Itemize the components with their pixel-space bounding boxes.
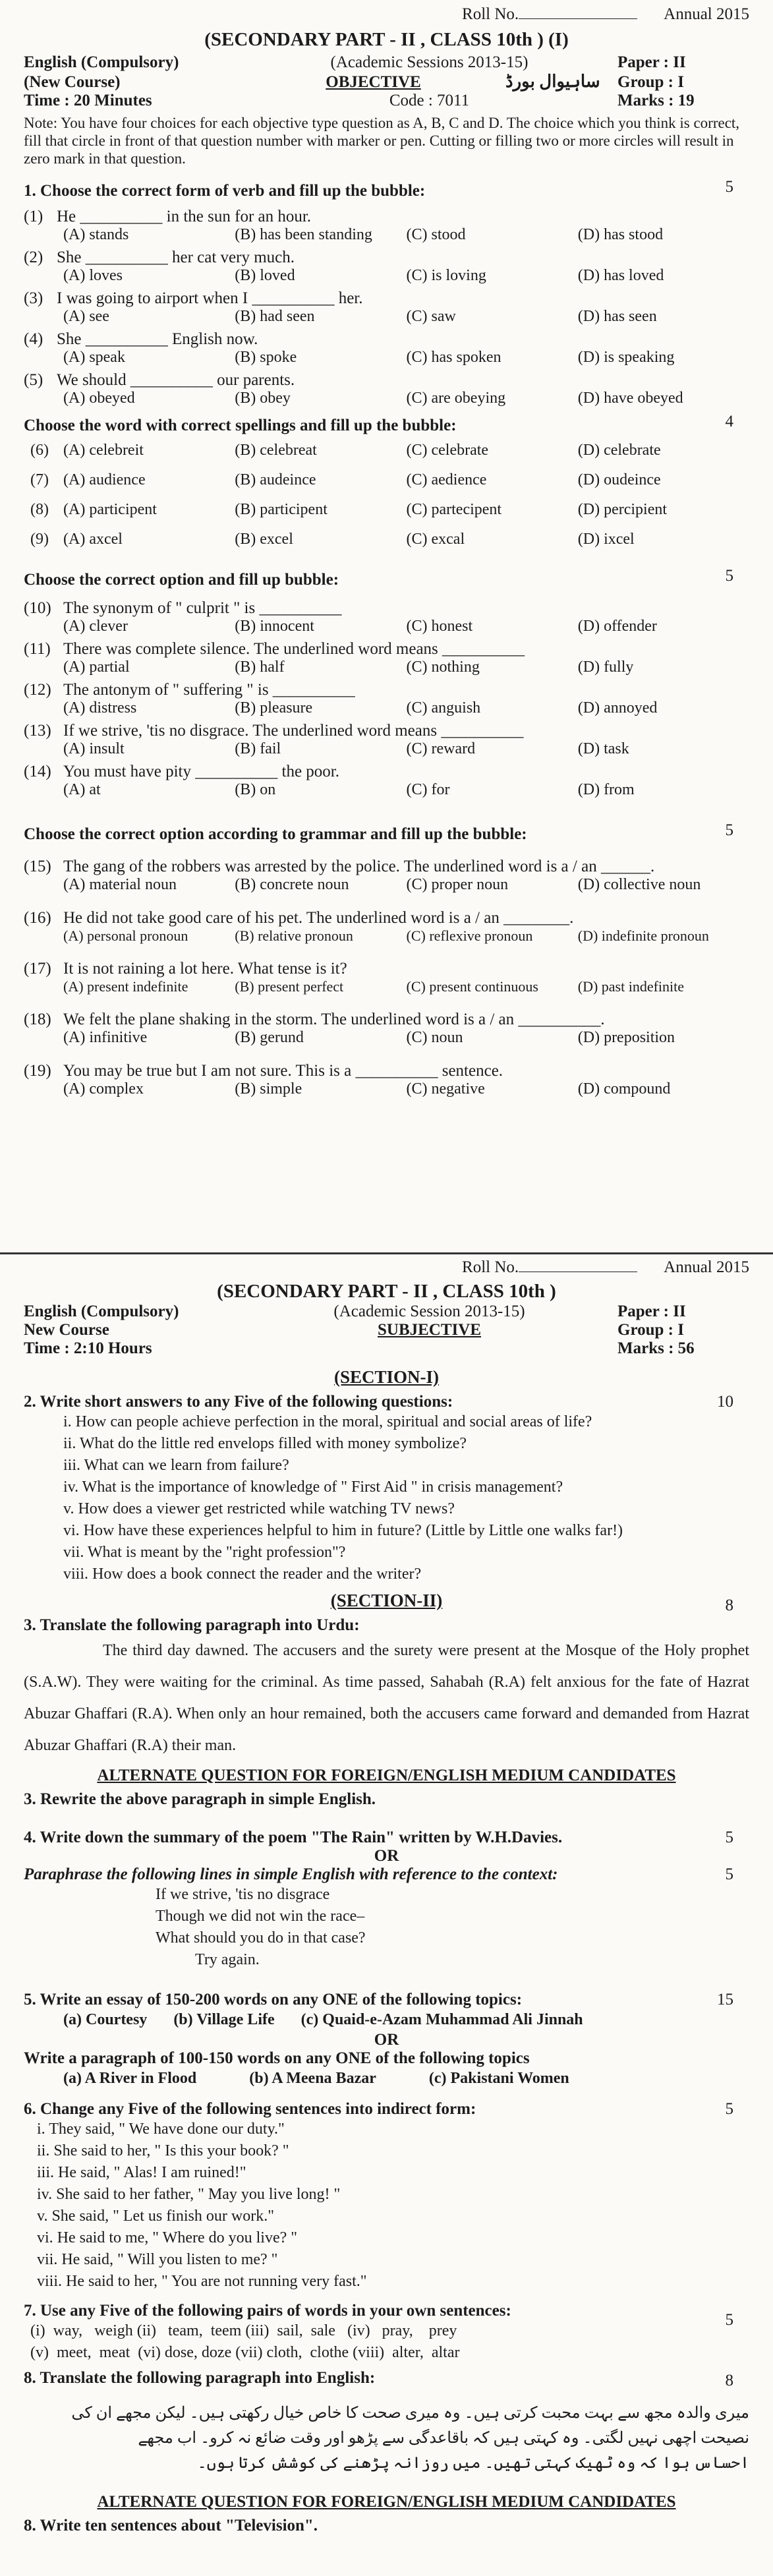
list-item: vi. How have these experiences helpful to him in future? (Little by Little one walks far!) (63, 1522, 623, 1539)
list-item: viii. He said to her, " You are not running very fast." (37, 2273, 367, 2290)
word-pairs: (i) way, weigh (ii) team, teem (iii) sail, sale (iv) pray, prey (30, 2322, 457, 2339)
topic: (a) A River in Flood (63, 2070, 197, 2087)
q-text: We should __________ our parents. (57, 371, 295, 389)
roll-no-label: Roll No. (462, 5, 519, 23)
options-row (24, 442, 749, 459)
option-b[interactable]: (B) fail (235, 740, 281, 757)
option-d[interactable]: (D) preposition (577, 1029, 675, 1046)
list-item: vii. He said, " Will you listen to me? " (37, 2251, 278, 2268)
option-c[interactable]: (C) reflexive pronoun (406, 927, 533, 944)
option-d[interactable]: (D) is speaking (577, 349, 675, 366)
option-b[interactable]: (B) participent (235, 501, 328, 518)
poem-line: If we strive, 'tis no disgrace (156, 1886, 330, 1903)
section-kind: SUBJECTIVE (378, 1321, 481, 1339)
topic: (a) Courtesy (63, 2011, 148, 2028)
option-c[interactable]: (C) reward (406, 740, 476, 757)
q-num: (1) (24, 208, 43, 225)
q-num: (2) (24, 249, 43, 266)
question-4 (24, 1829, 749, 1971)
course-label: (New Course) (24, 73, 121, 91)
urdu-paragraph-line: میری والدہ مجھ سے بہت محبت کرتی ہیں۔ وہ میری صحت کا خاص خیال رکھتی ہیں۔ لیکن مجھے ان کی (71, 2405, 749, 2422)
option-b[interactable]: (B) present perfect (235, 978, 344, 995)
list-item: i. They said, " We have done our duty." (37, 2121, 285, 2138)
option-d[interactable]: (D) task (577, 740, 629, 757)
instructions-note: Note: You have four choices for each objective type question as A, B, C and D. The choice which you think is correct, fill that circle in front of that question number with marker or pen. Cutting or filling two or more circles will result in zero mark in that question. (24, 115, 740, 167)
question-marks: 5 (725, 1829, 733, 1846)
list-item: vii. What is meant by the "right profession"? (63, 1544, 346, 1561)
option-d[interactable]: (D) annoyed (577, 699, 658, 717)
question-heading: 6. Change any Five of the following sentences into indirect form: (24, 2100, 476, 2118)
question-5 (24, 1991, 749, 2090)
q-num: (8) (30, 501, 49, 518)
option-d[interactable]: (D) from (577, 781, 635, 798)
q-text: You must have pity __________ the poor. (63, 763, 339, 780)
translation-paragraph: The third day dawned. The accusers and the surety were present at the Mosque of the Holy prophet (S.A.W). They were waiting for the criminal. As time passed, Sahabah (R.A) felt anxious for the fate of Hazrat Abuzar Ghaffari (R.A). When only an hour remained, both the accusers came forward and demanded from Hazrat Abuzar Ghaffari (R.A) their man. (24, 1642, 749, 1754)
topic: (c) Pakistani Women (428, 2070, 569, 2087)
option-b[interactable]: (B) loved (235, 267, 295, 284)
option-b[interactable]: (B) innocent (235, 618, 314, 635)
option-b[interactable]: (B) on (235, 781, 276, 798)
question-heading: 5. Write an essay of 150-200 words on any ONE of the following topics: (24, 1991, 523, 2008)
paper-title: (SECONDARY PART - II , CLASS 10th ) (217, 1281, 556, 1302)
options-row (24, 531, 749, 548)
q-num: (12) (24, 681, 51, 699)
q-num: (17) (24, 960, 51, 978)
question-marks: 15 (717, 1991, 733, 2008)
topic: (c) Quaid-e-Azam Muhammad Ali Jinnah (301, 2011, 583, 2028)
q-text: The synonym of " culprit " is __________ (63, 599, 342, 617)
option-b[interactable]: (B) excel (235, 531, 293, 548)
q-num: (7) (30, 471, 49, 488)
option-a[interactable]: (A) material noun (63, 876, 177, 893)
option-a[interactable]: (A) stands (63, 226, 129, 243)
q-num: (6) (30, 442, 49, 459)
q-num: (13) (24, 722, 51, 740)
section-marks: 4 (725, 413, 733, 430)
question-marks: 8 (725, 1596, 733, 1614)
option-a[interactable]: (A) loves (63, 267, 123, 284)
option-b[interactable]: (B) has been standing (235, 226, 372, 243)
option-a[interactable]: (A) at (63, 781, 101, 798)
option-d[interactable]: (D) has seen (577, 308, 657, 325)
option-c[interactable]: (C) present continuous (406, 978, 538, 995)
q-num: (5) (24, 371, 43, 389)
word-pairs: (v) meet, meat (vi) dose, doze (vii) cloth, clothe (viii) alter, altar (30, 2344, 460, 2361)
option-b[interactable]: (B) concrete noun (235, 876, 349, 893)
or-separator: OR (374, 2031, 399, 2049)
option-a[interactable]: (A) participent (63, 501, 157, 518)
subjective-paper (0, 1252, 773, 2576)
option-b[interactable]: (B) spoke (235, 349, 297, 366)
paper-title: (SECONDARY PART - II , CLASS 10th ) (I) (204, 29, 569, 50)
option-b[interactable]: (B) obey (235, 390, 291, 407)
options-row (24, 471, 749, 489)
section-marks: 5 (725, 821, 733, 839)
subject-label: English (Compulsory) (24, 1303, 179, 1320)
marks-label: Marks : 56 (617, 1339, 695, 1357)
option-c[interactable]: (C) is loving (406, 267, 486, 284)
section-grammar (24, 821, 749, 1098)
q-text: She __________ her cat very much. (57, 249, 295, 266)
question-7 (24, 2302, 749, 2364)
option-b[interactable]: (B) gerund (235, 1029, 304, 1046)
list-item: iv. She said to her father, " May you live long! " (37, 2186, 341, 2203)
options-row (24, 349, 749, 366)
question-6 (24, 2100, 749, 2293)
option-d[interactable]: (D) collective noun (577, 876, 701, 893)
time-label: Time : 2:10 Hours (24, 1339, 152, 1357)
option-a[interactable]: (A) see (63, 308, 109, 325)
section-two-heading: (SECTION-II) (330, 1591, 443, 1610)
options-row (24, 226, 749, 244)
urdu-paragraph-line: احساس ہوا کہ وہ ٹھیک کہتی تھیں۔ میں روزانہ پڑھنے کی کوشش کرتا ہوں۔ (197, 2455, 749, 2472)
q-text: You may be true but I am not sure. This is a __________ sentence. (63, 1062, 503, 1080)
option-b[interactable]: (B) had seen (235, 308, 315, 325)
q-num: (4) (24, 330, 43, 348)
option-d[interactable]: (D) fully (577, 659, 634, 676)
options-row (24, 781, 749, 799)
option-a[interactable]: (A) insult (63, 740, 125, 757)
q-text: We felt the plane shaking in the storm. The underlined word is a / an __________. (63, 1010, 605, 1028)
paper-number: Paper : II (617, 1303, 686, 1320)
section-heading: Choose the correct option and fill up bubble: (24, 571, 339, 589)
option-d[interactable]: (D) have obeyed (577, 390, 683, 407)
time-label: Time : 20 Minutes (24, 92, 152, 109)
option-d[interactable]: (D) compound (577, 1080, 671, 1098)
q-num: (18) (24, 1010, 51, 1028)
option-a[interactable]: (A) personal pronoun (63, 927, 188, 944)
question-heading: Write a paragraph of 100-150 words on any ONE of the following topics (24, 2049, 530, 2067)
option-a[interactable]: (A) axcel (63, 531, 123, 548)
option-a[interactable]: (A) speak (63, 349, 125, 366)
option-d[interactable]: (D) has stood (577, 226, 664, 243)
roll-no-blank (519, 18, 637, 19)
option-a[interactable]: (A) partial (63, 659, 130, 676)
question-heading: Paraphrase the following lines in simple English with reference to the context: (24, 1865, 558, 1883)
session-year: Annual 2015 (664, 5, 749, 23)
alternate-question-heading: ALTERNATE QUESTION FOR FOREIGN/ENGLISH MEDIUM CANDIDATES (97, 2493, 676, 2511)
group-label: Group : I (617, 1321, 684, 1339)
q-text: He __________ in the sun for an hour. (57, 208, 312, 225)
session-year: Annual 2015 (664, 1258, 749, 1276)
poem-line: Try again. (195, 1951, 260, 1968)
section-marks: 5 (725, 567, 733, 585)
list-item: ii. She said to her, " Is this your book? " (37, 2142, 289, 2159)
question-heading: 3. Translate the following paragraph into Urdu: (24, 1616, 360, 1634)
course-label: New Course (24, 1321, 109, 1339)
question-marks: 5 (725, 2100, 733, 2118)
section-one-heading: (SECTION-I) (333, 1367, 440, 1387)
list-item: vi. He said to me, " Where do you live? " (37, 2229, 298, 2246)
question-heading: 7. Use any Five of the following pairs of words in your own sentences: (24, 2302, 511, 2320)
academic-session: (Academic Sessions 2013-15) (330, 53, 529, 71)
q-text: There was complete silence. The underlined word means __________ (63, 640, 525, 658)
option-c[interactable]: (C) negative (406, 1080, 485, 1098)
option-b[interactable]: (B) audeince (235, 471, 316, 488)
option-d[interactable]: (D) celebrate (577, 442, 661, 459)
question-marks: 5 (725, 1865, 733, 1883)
subject-label: English (Compulsory) (24, 53, 179, 71)
option-c[interactable]: (C) noun (406, 1029, 463, 1046)
alternate-question-8: 8. Write ten sentences about "Television". (24, 2517, 318, 2534)
options-row (24, 927, 749, 945)
section-spellings (24, 413, 749, 548)
section-marks: 5 (725, 178, 733, 196)
roll-no-label: Roll No. (462, 1258, 519, 1276)
q-num: (16) (24, 909, 51, 927)
list-item: i. How can people achieve perfection in the moral, spiritual and social areas of life? (63, 1413, 592, 1430)
q-num: (9) (30, 531, 49, 548)
objective-paper (0, 0, 773, 1252)
option-d[interactable]: (D) past indefinite (577, 978, 685, 995)
question-2 (24, 1393, 749, 1585)
q-text: The antonym of " suffering " is __________ (63, 681, 355, 699)
list-item: v. She said, " Let us finish our work." (37, 2208, 274, 2225)
options-row (24, 390, 749, 407)
q-text: If we strive, 'tis no disgrace. The underlined word means __________ (63, 722, 524, 740)
section-verbs (24, 178, 749, 407)
option-c[interactable]: (C) aedience (406, 471, 487, 488)
q-num: (11) (24, 640, 51, 658)
urdu-paragraph-line: نصیحت اچھی نہیں لگتی۔ وہ کہتی ہیں کہ باقاعدگی سے پڑھو اور وقت ضائع نہ کرو۔ اب مجھے (138, 2430, 749, 2447)
poem-line: What should you do in that case? (156, 1929, 366, 1947)
q-num: (15) (24, 858, 51, 875)
list-item: iii. He said, " Alas! I am ruined!" (37, 2164, 246, 2181)
options-row (24, 740, 749, 758)
option-c[interactable]: (C) honest (406, 618, 473, 635)
q-num: (10) (24, 599, 51, 617)
alternate-question-3: 3. Rewrite the above paragraph in simple English. (24, 1790, 376, 1808)
poem-line: Though we did not win the race– (156, 1908, 365, 1925)
q-text: He did not take good care of his pet. The underlined word is a / an ________. (63, 909, 574, 927)
option-a[interactable]: (A) audience (63, 471, 146, 488)
question-heading: 8. Translate the following paragraph into English: (24, 2369, 376, 2387)
option-d[interactable]: (D) offender (577, 618, 657, 635)
q-text: I was going to airport when I __________ her. (57, 289, 363, 307)
options-row (24, 1080, 749, 1098)
alternate-question-heading: ALTERNATE QUESTION FOR FOREIGN/ENGLISH MEDIUM CANDIDATES (97, 1767, 676, 1784)
option-b[interactable]: (B) pleasure (235, 699, 313, 717)
options-row (24, 659, 749, 676)
list-item: ii. What do the little red envelops filled with money symbolize? (63, 1435, 467, 1452)
options-row (24, 876, 749, 894)
option-c[interactable]: (C) partecipent (406, 501, 502, 518)
option-d[interactable]: (D) ixcel (577, 531, 635, 548)
topic: (b) Village Life (173, 2011, 275, 2028)
paper-code: Code : 7011 (389, 92, 470, 109)
option-a[interactable]: (A) infinitive (63, 1029, 148, 1046)
option-b[interactable]: (B) simple (235, 1080, 302, 1098)
option-d[interactable]: (D) oudeince (577, 471, 661, 488)
academic-session: (Academic Session 2013-15) (333, 1303, 525, 1320)
option-c[interactable]: (C) for (406, 781, 450, 798)
option-a[interactable]: (A) celebreit (63, 442, 144, 459)
section-heading: Choose the word with correct spellings and fill up the bubble: (24, 417, 457, 434)
q-text: The gang of the robbers was arrested by the police. The underlined word is a / an ______. (63, 858, 655, 875)
question-marks: 10 (717, 1393, 733, 1411)
option-c[interactable]: (C) saw (406, 308, 456, 325)
option-d[interactable]: (D) percipient (577, 501, 668, 518)
option-b[interactable]: (B) celebreat (235, 442, 317, 459)
option-d[interactable]: (D) has loved (577, 267, 664, 284)
q-num: (19) (24, 1062, 51, 1080)
question-heading: 2. Write short answers to any Five of the following questions: (24, 1393, 453, 1411)
group-label: Group : I (617, 73, 684, 91)
question-marks: 8 (725, 2372, 733, 2389)
option-c[interactable]: (C) anguish (406, 699, 481, 717)
option-c[interactable]: (C) excal (406, 531, 465, 548)
option-b[interactable]: (B) half (235, 659, 285, 676)
question-heading: 4. Write down the summary of the poem "The Rain" written by W.H.Davies. (24, 1829, 563, 1846)
question-list (24, 207, 749, 407)
option-a[interactable]: (A) clever (63, 618, 128, 635)
q-num: (14) (24, 763, 51, 780)
board-stamp: ساہیوال بورڈ (505, 72, 600, 91)
list-item: iii. What can we learn from failure? (63, 1457, 289, 1474)
options-row (24, 699, 749, 717)
paper-number: Paper : II (617, 53, 686, 71)
topic: (b) A Meena Bazar (249, 2070, 376, 2087)
options-row (24, 308, 749, 326)
option-c[interactable]: (C) proper noun (406, 876, 509, 893)
section-heading: 1. Choose the correct form of verb and fill up the bubble: (24, 182, 426, 200)
q-text: She __________ English now. (57, 330, 258, 348)
option-c[interactable]: (C) celebrate (406, 442, 489, 459)
option-c[interactable]: (C) nothing (406, 659, 480, 676)
options-row (24, 267, 749, 285)
option-d[interactable]: (D) indefinite pronoun (577, 927, 709, 944)
option-b[interactable]: (B) relative pronoun (235, 927, 353, 944)
list-item: iv. What is the importance of knowledge of " First Aid " in crisis management? (63, 1478, 563, 1496)
q-num: (3) (24, 289, 43, 307)
options-row (24, 618, 749, 635)
question-marks: 5 (725, 2311, 733, 2329)
section-vocabulary (24, 567, 749, 799)
option-a[interactable]: (A) distress (63, 699, 137, 717)
option-c[interactable]: (C) has spoken (406, 349, 501, 366)
option-c[interactable]: (C) are obeying (406, 390, 506, 407)
or-separator: OR (374, 1847, 399, 1865)
option-a[interactable]: (A) present indefinite (63, 978, 188, 995)
option-c[interactable]: (C) stood (406, 226, 466, 243)
option-a[interactable]: (A) obeyed (63, 390, 135, 407)
marks-label: Marks : 19 (617, 92, 695, 109)
list-item: v. How does a viewer get restricted while watching TV news? (63, 1500, 455, 1517)
question-8 (24, 2369, 749, 2476)
section-heading: Choose the correct option according to grammar and fill up the bubble: (24, 825, 527, 843)
options-row (24, 978, 749, 995)
options-row (24, 1029, 749, 1047)
section-kind: OBJECTIVE (326, 73, 421, 91)
list-item: viii. How does a book connect the reader and the writer? (63, 1566, 422, 1583)
option-a[interactable]: (A) complex (63, 1080, 144, 1098)
q-text: It is not raining a lot here. What tense is it? (63, 960, 347, 978)
options-row (24, 501, 749, 519)
